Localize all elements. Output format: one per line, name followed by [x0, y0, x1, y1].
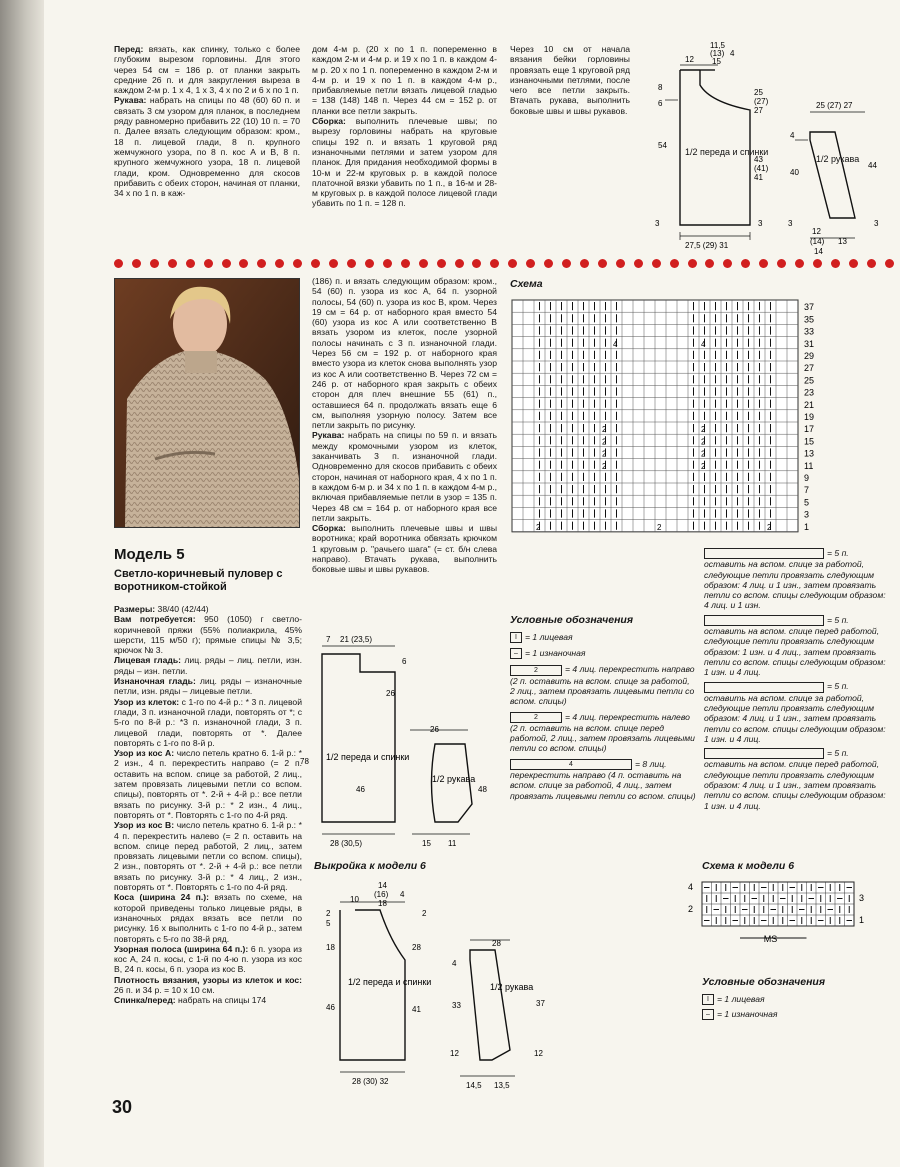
- p5-front-label: 1/2 переда и спинки: [326, 752, 410, 762]
- legend-symbol: 2: [510, 712, 562, 723]
- paragraph: [114, 676, 302, 697]
- legend-text: = 5 п. оставить на вспом. спице за работой, следующие петли провязать следующим образом: 4 лиц. и 1 изн., затем провязать петли со вспом. спицы следующим образом: 4 лиц. и 1 изн.: [704, 548, 886, 611]
- text-column-2-top: [312, 44, 497, 209]
- red-dot: [383, 259, 392, 268]
- paragraph-text: выполнить плечевые швы; по вырезу горловины набрать на круговые спицы 192 п. и вязать 1 круговой ряд изнаночными петлями и затем узором для планок. Для придания необходимой формы в 10-м и 22-м круговых р. в каждой полосе платочной вязки убавить по 1 п., в 16-м и 28-м круговых р. в каждой полосе лицевой глади убавить по 1 п. = 128 п.: [312, 116, 497, 209]
- red-dot: [526, 259, 535, 268]
- schema-row-label: 25: [804, 375, 815, 386]
- p5-dim-48: 48: [478, 785, 487, 794]
- schema-row-label: 7: [804, 485, 810, 496]
- red-dot: [670, 259, 679, 268]
- paragraph: [312, 523, 497, 574]
- legend-text: = 1 изнаночная: [717, 1009, 778, 1020]
- p5-sleeve-label: 1/2 рукава: [432, 774, 476, 784]
- legend-symbol: [704, 682, 824, 693]
- p5-dim-7: 7: [326, 635, 331, 644]
- schema6-row-label: 1: [859, 915, 865, 925]
- p6-dim-28: 28: [412, 943, 421, 952]
- legend-item: [510, 712, 696, 754]
- paragraph-text: с 1-го по 4-й р.: * 3 п. лицевой глади, 3 п. изнаночной глади, повторять от *; с 5-го по 8-й р.: *3 п. изнаночной глади, 3 п. лицевой глади, повторять от *. Далее повторять с 1-го по 8-й р.: [114, 696, 302, 748]
- schema-cell-number: 2: [701, 449, 706, 459]
- red-dot: [652, 259, 661, 268]
- dim-sleeve-top: 25 (27) 27: [816, 101, 853, 110]
- legend-text: = 5 п. оставить на вспом. спице за работой, следующие петли провязать следующим образом: 4 лиц. и 1 изн., затем провязать петли со вспом. спицы следующим образом: 1 изн. и 4 лиц.: [704, 681, 886, 744]
- paragraph: [312, 44, 497, 116]
- schema-cell-number: 4: [613, 339, 618, 349]
- schema-cell-number: 2: [701, 461, 706, 471]
- legend-item: [704, 548, 888, 611]
- dim-41: 41: [754, 173, 763, 182]
- schema-row-label: 29: [804, 351, 815, 361]
- dim-15: 15: [712, 57, 721, 66]
- red-dot: [239, 259, 248, 268]
- schema-row-label: 3: [804, 509, 810, 520]
- dim-12b: 12: [812, 227, 821, 236]
- red-dot: [132, 259, 141, 268]
- p6-dim-14: 14: [378, 881, 387, 890]
- model-5-title: Модель 5: [114, 546, 185, 563]
- schema-grid: [508, 296, 838, 542]
- schema-row-label: 31: [804, 338, 815, 349]
- paragraph: [510, 44, 630, 116]
- red-dot: [705, 259, 714, 268]
- red-dot: [114, 259, 123, 268]
- paragraph-text: выполнить плечевые швы и швы воротника; край воротника обвязать крючком 1 круговым р. "рачьего шага" (= ст. б/н слева направо). Втачать рукава, выполнить боковые швы и швы рукавов.: [312, 523, 497, 575]
- red-dot: [275, 259, 284, 268]
- legend-1-title: Условные обозначения: [510, 614, 634, 626]
- paragraph: [114, 748, 302, 820]
- dim-bottom-front: 27,5 (29) 31: [685, 241, 729, 250]
- text-column-1-top: [114, 44, 300, 198]
- dim-4a: 4: [730, 49, 735, 58]
- red-dot: [813, 259, 822, 268]
- p6-dim-13-5: 13,5: [494, 1081, 510, 1090]
- red-dot: [472, 259, 481, 268]
- schema-cell-number: 2: [701, 437, 706, 447]
- paragraph: [312, 276, 497, 430]
- red-dot: [795, 259, 804, 268]
- dim-27: 27: [754, 106, 763, 115]
- paragraph-text: набрать на спицы 174: [175, 995, 267, 1006]
- page-spine: [0, 0, 44, 1167]
- schema-row-label: 37: [804, 302, 815, 313]
- paragraph-text: вязать, как спинку, только с более глубоким вырезом горловины. Для этого через 54 см = 186 р. от планки закрыть средние 26 п. и для закругления выреза в каждом 2-м р. 1 х 4, 1 х 3, 4 х по 2 и 6 х по 1 п.: [114, 44, 300, 96]
- legend-item: [510, 648, 696, 659]
- paragraph-heading: Узор из кос В:: [114, 820, 175, 831]
- pattern-model-6: [310, 880, 550, 1100]
- paragraph: [114, 944, 302, 975]
- dim-6: 6: [658, 99, 663, 108]
- red-dot: [759, 259, 768, 268]
- paragraph: [114, 892, 302, 943]
- p6-dim-14-5: 14,5: [466, 1081, 482, 1090]
- red-dot: [168, 259, 177, 268]
- dim-12a: 12: [685, 55, 694, 64]
- legend-symbol: I: [702, 994, 714, 1005]
- legend-symbol: 4: [510, 759, 632, 770]
- red-dot: [365, 259, 374, 268]
- legend-text: = 5 п. оставить на вспом. спице перед работой, следующие петли провязать следующим образом: 1 изн. и 4 лиц., затем провязать петли со вспом. спицы следующим образом: 1 изн. и 4 лиц.: [704, 614, 886, 678]
- p6-dim-12a: 12: [450, 1049, 459, 1058]
- red-dot: [437, 259, 446, 268]
- p6-dim-18b: 18: [326, 943, 335, 952]
- paragraph-text: 38/40 (42/44): [155, 604, 209, 614]
- p5-dim-11: 11: [448, 839, 457, 848]
- p6-front-label: 1/2 переда и спинки: [348, 977, 432, 987]
- schema-row-label: 13: [804, 448, 815, 459]
- red-dot: [401, 259, 410, 268]
- legend-3: [702, 994, 882, 1024]
- schema-row-label: 33: [804, 326, 815, 337]
- dim-14p: (14): [810, 237, 825, 246]
- paragraph: [114, 655, 302, 676]
- paragraph: [114, 975, 302, 996]
- schema6-row-label: 4: [688, 882, 694, 892]
- dim-54: 54: [658, 141, 667, 150]
- p5-dim-46: 46: [356, 785, 365, 794]
- dim-27p: (27): [754, 97, 769, 106]
- p6-dim-16: (16): [374, 890, 389, 899]
- schema-row-label: 27: [804, 363, 815, 374]
- pattern-model-5: [300, 632, 500, 854]
- schema-row-label: 1: [804, 521, 810, 532]
- legend-symbol: [704, 548, 824, 559]
- paragraph-text: 6 п. узора из кос А, 24 п. косы, с 1-й по 4-ю п. узора из кос В, 24 п. косы, 6 п. узора из кос В.: [114, 943, 302, 975]
- page-number: 30: [112, 1097, 133, 1117]
- p6-dim-2a: 2: [326, 909, 331, 918]
- p6-dim-37: 37: [536, 999, 545, 1008]
- paragraph-heading: Спинка/перед:: [114, 995, 176, 1006]
- paragraph-text: 26 п. и 34 р. = 10 х 10 см.: [114, 984, 215, 995]
- paragraph-text: 950 (1050) г светло-коричневой пряжи (55% полиакрила, 45% шерсти, 115 м/50 г); прямые спицы № 3,5; крючок № 3.: [114, 614, 302, 656]
- schema-cell-number: 2: [657, 522, 662, 532]
- text-column-middle: [312, 276, 497, 575]
- red-dot-divider: [114, 256, 894, 270]
- red-dot: [186, 259, 195, 268]
- legend-item: [702, 994, 882, 1005]
- dim-3d: 3: [874, 219, 879, 228]
- legend-item: [510, 664, 696, 706]
- red-dot: [311, 259, 320, 268]
- p5-dim-28: 28 (30,5): [330, 839, 363, 848]
- red-dot: [293, 259, 302, 268]
- dim-3b: 3: [758, 219, 763, 228]
- schema-cell-number: 4: [701, 339, 706, 349]
- dim-8: 8: [658, 83, 663, 92]
- legend-symbol: [704, 615, 824, 626]
- paragraph-heading: Перед:: [114, 44, 144, 54]
- dim-43: 43: [754, 155, 763, 164]
- dim-13b: 13: [838, 237, 847, 246]
- paragraph-heading: Узор из кос А:: [114, 748, 175, 759]
- paragraph-text: лиц. ряды – изнаночные петли, изн. ряды – лицевые петли.: [114, 676, 303, 697]
- dim-3a: 3: [655, 219, 660, 228]
- red-dot: [634, 259, 643, 268]
- dim-41p: (41): [754, 164, 769, 173]
- paragraph-heading: Размеры:: [114, 604, 156, 614]
- red-dot: [831, 259, 840, 268]
- red-dot: [455, 259, 464, 268]
- schema-row-label: 21: [804, 399, 815, 410]
- text-column-3-top: [510, 44, 630, 116]
- red-dot: [419, 259, 428, 268]
- red-dot: [616, 259, 625, 268]
- p5-dim-15: 15: [422, 839, 431, 848]
- p6-dim-4b: 4: [452, 959, 457, 968]
- dim-3c: 3: [788, 219, 793, 228]
- red-dot: [688, 259, 697, 268]
- dim-13: (13): [710, 49, 725, 58]
- schema-row-label: 23: [804, 387, 815, 398]
- p6-dim-41: 41: [412, 1005, 421, 1014]
- model-photo: [114, 278, 300, 528]
- schema-cell-number: 2: [602, 437, 607, 447]
- pattern-6-title: Выкройка к модели 6: [314, 860, 426, 872]
- paragraph-text: число петель кратно 6. 1-й р.: * 2 изн., 4 п. перекрестить направо (= 2 п. оставить на вспом. спице за работой, 2 лиц., затем провязать лицевыми петли со вспом. спицы), повторять от *. 2-й + 4-й р.: все петли вязать по рисунку. 3-й р.: * 2 изн., 4 лиц., повторять от *. Повторять с 1-го по 4-й ряд.: [114, 748, 302, 820]
- p6-sleeve-label: 1/2 рукава: [490, 982, 534, 992]
- paragraph-text: Через 10 см от начала вязания бейки горловины провязать еще 1 круговой ряд изнаночными петлями, после чего все петли закрыть. Втачать рукава, выполнить боковые швы и швы рукавов.: [510, 44, 631, 116]
- paragraph: [114, 820, 302, 892]
- paragraph-text: набрать на спицы по 59 п. и вязать между кромочными узором из клеток, заканчивать 3 п. изнаночной глади. Одновременно для скосов прибавить с обеих сторон, начиная от наборного края, 4 х по 1 п. в каждом 6-м р. и 34 х по 1 п. в каждом 4-м р., включая прибавляемые петли в узор = 135 п. Через 48 см = 164 р. от наборного края все петли закрыть.: [312, 430, 497, 523]
- top-front-label: 1/2 переда и спинки: [685, 147, 769, 157]
- paragraph-heading: Узор из клеток:: [114, 696, 180, 707]
- legend-text: = 1 лицевая: [525, 632, 573, 642]
- red-dot: [347, 259, 356, 268]
- red-dot: [562, 259, 571, 268]
- schema-row-label: 19: [804, 412, 815, 422]
- paragraph: [114, 995, 302, 1005]
- red-dot: [204, 259, 213, 268]
- legend-1: [510, 632, 696, 806]
- p6-dim-2b: 2: [422, 909, 427, 918]
- paragraph: [114, 95, 300, 198]
- legend-item: [704, 615, 888, 678]
- paragraph-text: (186) п. и вязать следующим образом: кром., 54 (60) п. узора из кос А, 64 п. узорной полосы, 54 (60) п. узора из кос В, кром. Через 19 см = 64 р. от наборного края вместо 54 (60) узора из кос А или соответственно В вязать узором из клеток, после узорной полосы начинать с 3 п. изнаночной глади. Через 56 см = 192 р. от наборного края вместо узора из клеток снова выполнять узор из кос А или соответственно В. Через 72 см = 246 р. от наборного края закрыть с обеих сторон для плеч внешние 55 (61) п., оставшиеся 64 п. продолжать вязать еще 6 см, выполняя узорную полосу. Затем все петли закрыть по рисунку.: [312, 276, 497, 431]
- legend-symbol: 2: [510, 665, 562, 676]
- p6-dim-46: 46: [326, 1003, 335, 1012]
- legend-item: [510, 759, 696, 801]
- schema-6-title: Схема к модели 6: [702, 860, 795, 872]
- legend-symbol: I: [510, 632, 522, 643]
- dim-11-5: 11,5: [710, 41, 725, 50]
- paragraph-text: дом 4-м р. (20 х по 1 п. попеременно в каждом 2-м и 4-м р. и 19 х по 1 п. в каждом 4-м р. 20 х по 1 п. попеременно в каждом 2-м и 4-м р. и 19 х по 1 п. в каждом 4-м р., прибавляемые петли вязать лицевой гладью = 138 (148) 148 п. Через 44 см = 152 р. от планки все петли закрыть.: [312, 44, 497, 116]
- legend-text: = 1 изнаночная: [525, 648, 586, 659]
- legend-symbol: –: [702, 1009, 714, 1020]
- dim-40: 40: [790, 168, 799, 177]
- schema-row-label: 9: [804, 473, 810, 483]
- legend-text: = 1 лицевая: [717, 994, 765, 1004]
- p5-dim-26b: 26: [430, 725, 439, 734]
- paragraph-text: вязать по схеме, на которой приведены только лицевые ряды, в изнаночных рядах вязать все петли по рисунку. 16 х выполнить с 1-го по 4-й р., затем повторять с 5-го по 38-й ряд.: [114, 892, 302, 944]
- dim-4b: 4: [790, 131, 795, 140]
- top-sleeve-label: 1/2 рукава: [816, 154, 860, 164]
- p5-dim-6: 6: [402, 657, 407, 666]
- schema6-row-label: 2: [688, 904, 694, 914]
- legend-item: [702, 1009, 882, 1020]
- paragraph-heading: Изнаночная гладь:: [114, 676, 196, 687]
- red-dot: [777, 259, 786, 268]
- legend-item: [510, 632, 696, 643]
- paragraph-text: число петель кратно 6. 1-й р.: * 4 п. перекрестить налево (= 2 п. оставить на вспом. спице перед работой, 2 лиц., затем провязать лицевыми петли со вспом. спицы), 2 изн., повторять от *. 2-й + 4-й р.: все петли вязать по рисунку. 3-й р.: * 4 лиц., 2 изн., повторять от *. Повторять с 1-го по 4-й ряд.: [114, 820, 302, 893]
- red-dot: [544, 259, 553, 268]
- paragraph-heading: Рукава:: [114, 95, 147, 106]
- paragraph-heading: Сборка:: [312, 116, 346, 127]
- red-dot: [885, 259, 894, 268]
- schema6-row-label: 3: [859, 893, 865, 903]
- red-dot: [329, 259, 338, 268]
- p5-dim-21: 21 (23,5): [340, 635, 373, 644]
- p6-dim-4: 4: [400, 890, 405, 899]
- dim-44: 44: [868, 161, 877, 170]
- schema-cell-number: 2: [536, 522, 541, 532]
- legend-text: = 8 лиц. перекрестить направо (4 п. оставить на вспом. спице за работой, 4 лиц., затем провязать лицевыми петли со вспом. спицы): [510, 758, 696, 801]
- schema-row-label: 5: [804, 497, 810, 508]
- legend-item: [704, 748, 888, 811]
- legend-item: [704, 681, 888, 744]
- paragraph-heading: Лицевая гладь:: [114, 655, 181, 666]
- paragraph-heading: Узорная полоса (ширина 64 п.):: [114, 943, 249, 954]
- p6-dim-33: 33: [452, 1001, 461, 1010]
- top-pattern-diagram: [640, 40, 890, 262]
- red-dot: [508, 259, 517, 268]
- legend-2: [704, 548, 888, 815]
- red-dot: [257, 259, 266, 268]
- schema-cell-number: 2: [767, 522, 772, 532]
- red-dot: [849, 259, 858, 268]
- red-dot: [867, 259, 876, 268]
- paragraph-text: набрать на спицы по 48 (60) 60 п. и связать 3 см узором для планок, в последнем ряду равномерно прибавить 22 (10) 10 п. = 70 п. Далее вязать следующим образом: кром., 18 п. лицевой глади, 8 п. крупного жемчужного узора, по 8 п. кос А и В, 8 п. крупного жемчужного узора, 18 п. лицевой глади, кром. Одновременно для скосов прибавить с обеих сторон, начиная от планки, 34 х по 1 п. в каж-: [114, 95, 300, 199]
- paragraph: [312, 430, 497, 523]
- legend-symbol: [704, 748, 824, 759]
- paragraph: [114, 697, 302, 748]
- paragraph-heading: Коса (ширина 24 п.):: [114, 892, 209, 903]
- schema-row-label: 17: [804, 424, 815, 435]
- p6-dim-bottom: 28 (30) 32: [352, 1077, 389, 1086]
- model-5-subtitle: Светло-коричневый пуловер с воротником-стойкой: [114, 568, 283, 593]
- p6-dim-10: 10: [350, 895, 359, 904]
- red-dot: [580, 259, 589, 268]
- paragraph-heading: Плотность вязания, узоры из клеток и кос:: [114, 974, 302, 985]
- legend-text: = 4 лиц. перекрестить направо (2 п. оставить на вспом. спице за работой, 2 лиц., затем провязать лицевыми петли со вспом. спицы): [510, 664, 695, 707]
- p6-dim-12b: 12: [534, 1049, 543, 1058]
- schema-cell-number: 2: [602, 461, 607, 471]
- paragraph-heading: Сборка:: [312, 523, 346, 534]
- schema-row-label: 11: [804, 460, 814, 471]
- model-5-instructions: [114, 604, 302, 1006]
- legend-symbol: –: [510, 648, 522, 659]
- p5-dim-26: 26: [386, 689, 395, 698]
- schema-row-label: 15: [804, 436, 815, 447]
- schema-cell-number: 2: [602, 449, 607, 459]
- schema-cell-number: 2: [602, 425, 607, 435]
- paragraph: [114, 614, 302, 655]
- paragraph-text: лиц. ряды – лиц. петли, изн. ряды – изн. петли.: [114, 655, 302, 676]
- schema-cell-number: 2: [701, 425, 706, 435]
- dim-25: 25: [754, 88, 763, 97]
- red-dot: [222, 259, 231, 268]
- p6-dim-5: 5: [326, 919, 331, 928]
- schema-row-label: 35: [804, 314, 815, 325]
- red-dot: [490, 259, 499, 268]
- red-dot: [598, 259, 607, 268]
- ms-label: MS: [763, 934, 778, 944]
- legend-text: = 5 п. оставить на вспом. спице перед работой, следующие петли провязать следующим образом: 4 лиц. и 1 изн., затем провязать петли со вспом. спицы следующим образом: 1 изн. и 4 лиц.: [704, 748, 886, 811]
- schema-title: Схема: [510, 278, 543, 290]
- legend-3-title: Условные обозначения: [702, 976, 826, 988]
- paragraph: [114, 44, 300, 95]
- paragraph: [114, 604, 302, 614]
- legend-text: = 4 лиц. перекрестить налево (2 п. оставить на вспом. спице перед работой, 2 лиц., затем провязать лицевыми петли со вспом. спицы): [510, 711, 695, 754]
- p5-dim-78: 78: [300, 757, 309, 766]
- dim-14: 14: [814, 247, 823, 256]
- red-dot: [723, 259, 732, 268]
- schema-6-grid: [684, 878, 884, 958]
- red-dot: [150, 259, 159, 268]
- paragraph: [312, 116, 497, 209]
- paragraph-heading: Рукава:: [312, 430, 345, 441]
- p6-dim-28b: 28: [492, 939, 501, 948]
- p6-dim-18: 18: [378, 899, 387, 908]
- red-dot: [741, 259, 750, 268]
- paragraph-heading: Вам потребуется:: [114, 614, 196, 625]
